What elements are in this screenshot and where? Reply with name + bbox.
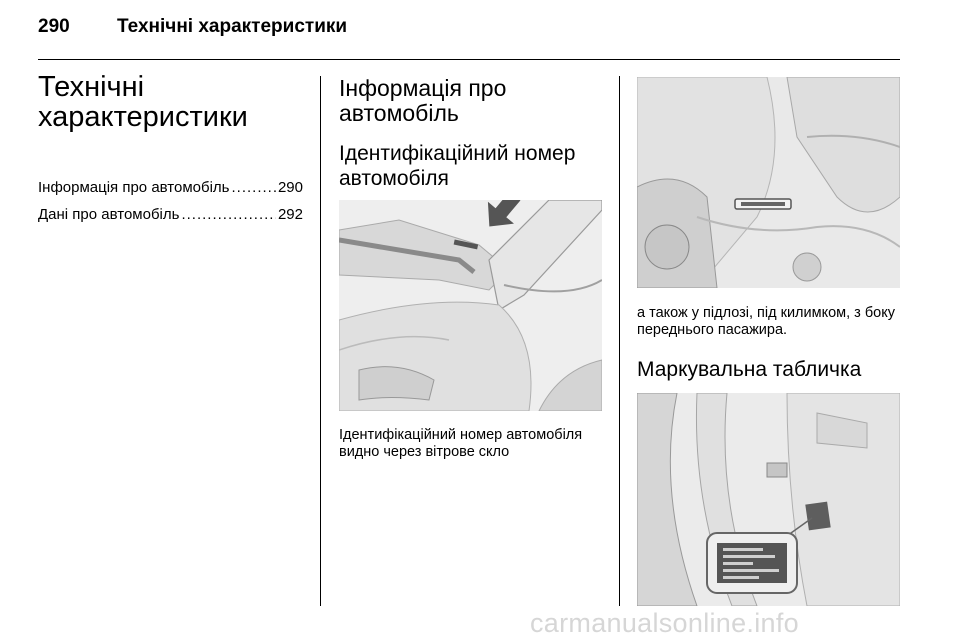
toc-entry-label: Інформація про автомобіль	[38, 179, 230, 196]
watermark: carmanualsonline.info	[530, 608, 799, 638]
page-number: 290	[38, 16, 70, 37]
figure-caption: а також у підлозі, під килимком, з боку переднього пасажира.	[637, 305, 895, 338]
table-of-contents	[38, 179, 303, 233]
header-divider	[38, 59, 900, 60]
running-header-title: Технічні характеристики	[117, 16, 348, 37]
identification-plate-illustration	[637, 393, 900, 606]
toc-leader-dots	[232, 179, 276, 196]
chapter-title: Технічні характеристики	[38, 71, 248, 133]
section-heading: Маркувальна табличка	[637, 358, 862, 381]
column-divider	[320, 76, 321, 606]
figure-caption: Ідентифікаційний номер автомобіля видно через вітрове скло	[339, 427, 583, 460]
vin-windshield-illustration	[339, 200, 602, 411]
toc-entry-label: Дані про автомобіль	[38, 206, 180, 223]
subsection-heading: Ідентифікаційний номер автомобіля	[339, 142, 576, 190]
toc-entry-page: 292	[277, 206, 303, 223]
column-divider	[619, 76, 620, 606]
toc-entry[interactable]	[38, 206, 303, 233]
toc-entry-page: 290	[277, 179, 303, 196]
toc-leader-dots	[181, 206, 276, 223]
section-heading: Інформація про автомобіль	[339, 75, 507, 126]
vin-floor-illustration	[637, 77, 900, 288]
toc-entry[interactable]	[38, 179, 303, 206]
